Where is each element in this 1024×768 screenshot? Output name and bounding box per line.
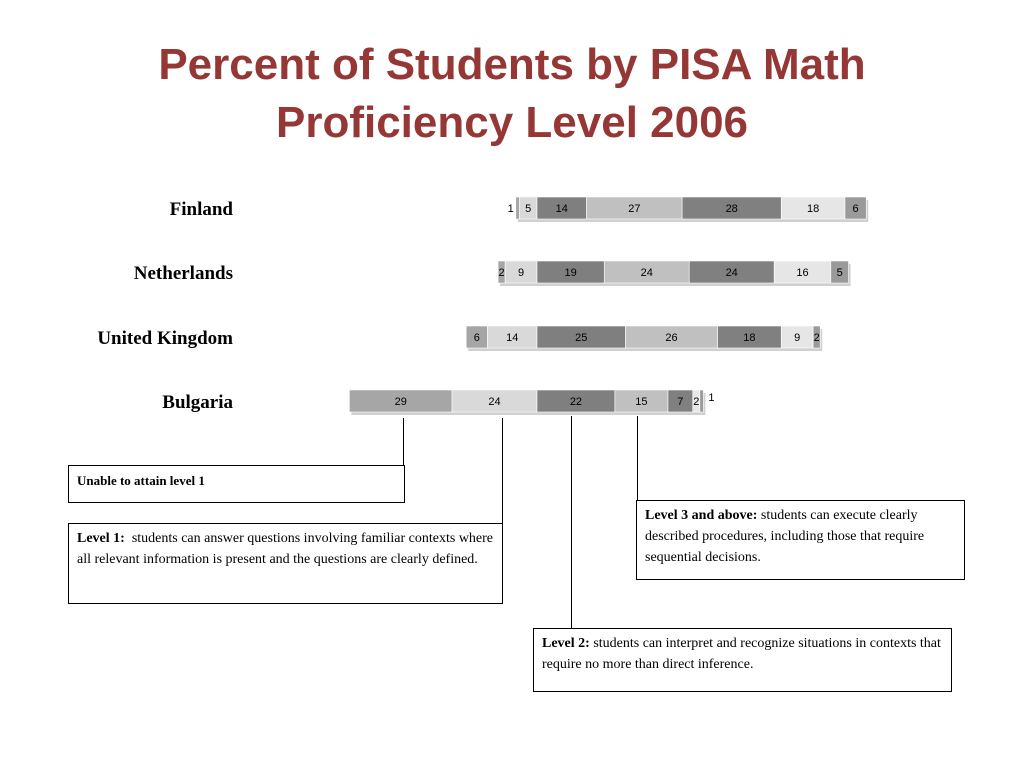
leader-line-level3 xyxy=(637,416,638,502)
bar-value-label: 9 xyxy=(794,332,801,344)
bar-value-label: 5 xyxy=(836,267,843,279)
callout-unable-bold: Unable to attain level 1 xyxy=(77,473,205,488)
bar-value-label: 26 xyxy=(665,332,678,344)
callout-level2-bold: Level 2: xyxy=(542,636,590,651)
bar-value-label: 18 xyxy=(806,203,820,215)
country-label-netherlands: Netherlands xyxy=(133,263,233,284)
bar-value-label: 28 xyxy=(725,203,738,215)
bar-value-label: 5 xyxy=(525,203,532,215)
bar-value-label: 15 xyxy=(635,396,648,408)
bar-value-label: 14 xyxy=(506,332,519,344)
leader-line-level1 xyxy=(502,418,503,524)
bar-value-label: 29 xyxy=(394,396,407,408)
callout-level2 xyxy=(533,628,952,692)
bar-value-label: 22 xyxy=(569,396,583,408)
bar-value-label: 18 xyxy=(743,332,756,344)
bar-value-label: 24 xyxy=(725,267,738,279)
bar-value-label: 24 xyxy=(488,396,501,408)
callout-level3 xyxy=(636,500,965,580)
bar-value-label: 7 xyxy=(677,396,684,408)
title-line-1: Percent of Students by PISA Math xyxy=(158,40,866,89)
bar-value-label: 27 xyxy=(628,203,641,215)
callout-level1-text: students can answer questions involving familiar contexts where all relevant information is present and the questions are clearly defined. xyxy=(77,531,494,567)
callout-unable-level1 xyxy=(68,465,405,503)
bar-segment xyxy=(516,197,520,219)
callout-level1-bold: Level 1: xyxy=(77,531,125,546)
bar-value-label: 1 xyxy=(708,392,715,404)
bar-value-label: 6 xyxy=(473,332,480,344)
country-label-finland: Finland xyxy=(169,199,233,220)
bar-value-label: 16 xyxy=(796,267,809,279)
callout-level2-text: students can interpret and recognize situations in contexts that require no more than direct inference. xyxy=(542,636,941,672)
bar-value-label: 2 xyxy=(813,332,820,344)
bar-value-label: 1 xyxy=(507,203,514,215)
bar-value-label: 19 xyxy=(564,267,577,279)
callout-level1 xyxy=(68,523,503,604)
callout-level3-bold: Level 3 and above: xyxy=(645,508,758,523)
bar-value-label: 24 xyxy=(640,267,653,279)
leader-line-level2 xyxy=(571,416,572,629)
callout-level3-text: students can execute clearly described procedures, including those that require sequential decisions. xyxy=(645,508,925,565)
title-line-2: Proficiency Level 2006 xyxy=(275,98,749,147)
bar-segment xyxy=(700,390,704,412)
bar-value-label: 14 xyxy=(555,203,568,215)
bar-value-label: 6 xyxy=(852,203,859,215)
bar-value-label: 2 xyxy=(498,267,505,279)
bar-value-label: 2 xyxy=(693,396,700,408)
bar-value-label: 25 xyxy=(575,332,588,344)
bar-value-label: 9 xyxy=(518,267,525,279)
country-label-united-kingdom: United Kingdom xyxy=(97,328,233,349)
leader-line-unable xyxy=(403,418,404,466)
country-label-bulgaria: Bulgaria xyxy=(162,392,233,413)
